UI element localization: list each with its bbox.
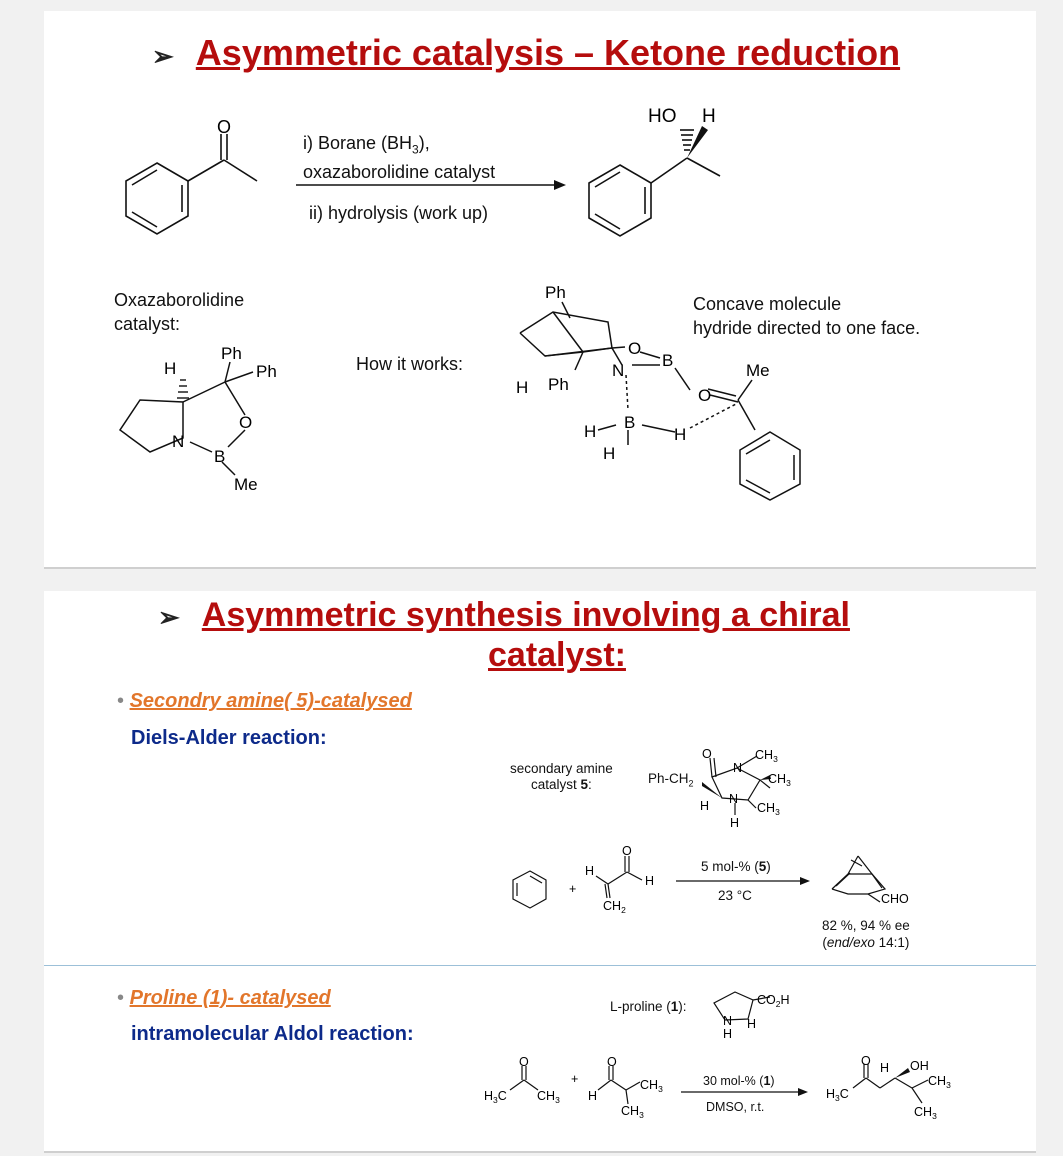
slide1-title: ➢ Asymmetric catalysis – Ketone reduction	[152, 32, 901, 73]
svg-text:CH3: $CH_3$	[757, 801, 780, 817]
bullet-arrow-icon-2: ➢	[158, 602, 180, 632]
da-catalyst-label: secondary amine catalyst 5:	[510, 761, 613, 792]
svg-text:H: H	[880, 1061, 890, 1075]
slide2-title: ➢ Asymmetric synthesis involving a chiral	[158, 596, 850, 634]
svg-text:+: +	[571, 1072, 579, 1086]
isobutyraldehyde-structure	[598, 1066, 640, 1104]
svg-text:H: H	[700, 799, 710, 813]
svg-text:CHO: CHO	[881, 892, 909, 906]
slide2-title-line2: catalyst:	[488, 636, 626, 674]
svg-text:O: O	[622, 844, 632, 858]
da-yield: 82 %, 94 % ee (end/exo 14:1)	[822, 918, 910, 950]
svg-text:H: H	[603, 444, 616, 463]
ketone-reaction-scheme	[0, 0, 1063, 567]
svg-text:O: O	[607, 1055, 617, 1069]
catalyst-heading: Oxazaborolidine catalyst:	[114, 290, 245, 334]
svg-text:H: H	[730, 816, 740, 830]
svg-text:O: O	[628, 339, 642, 358]
svg-text:N: N	[612, 361, 625, 380]
svg-text:O: O	[519, 1055, 529, 1069]
acetone-structure	[510, 1066, 538, 1090]
slide2-schemes	[0, 560, 1063, 1156]
bullet-2-sub: intramolecular Aldol reaction:	[131, 1023, 414, 1045]
da-conditions-2: 23 °C	[718, 888, 752, 903]
svg-text:H: H	[723, 1027, 733, 1041]
svg-text:B: B	[624, 413, 636, 432]
da-ph-ch2: $Ph-CH_2$	[648, 771, 694, 789]
svg-text:CH3: $CH_3$	[914, 1105, 937, 1121]
svg-text:CH2: $CH_2$	[603, 899, 626, 915]
svg-text:CH3: $CH_3$	[928, 1074, 951, 1090]
bullet-2: • Proline (1)- catalysed	[117, 987, 331, 1009]
aldol-catalyst-label: L-proline (1):	[610, 999, 687, 1014]
svg-text:H: H	[588, 1089, 598, 1103]
svg-text:O: O	[698, 386, 712, 405]
aldol-conditions-1: 30 mol-% (1)	[703, 1074, 775, 1088]
svg-text:O: O	[702, 747, 712, 761]
svg-text:H: H	[164, 359, 177, 378]
da-conditions-1: 5 mol-% (5)	[701, 859, 771, 874]
concave-note: Concave molecule hydride directed to one face.	[693, 294, 921, 338]
svg-text:CH3: $CH_3$	[768, 772, 791, 788]
svg-text:H: H	[674, 425, 687, 444]
svg-text:H: H	[516, 378, 529, 397]
svg-text:Me: Me	[234, 475, 258, 494]
hashed-bond	[680, 130, 694, 150]
svg-text:+: +	[569, 882, 577, 896]
svg-text:N: N	[729, 792, 739, 806]
product-h-label: H	[702, 106, 716, 127]
alcohol-product-structure	[589, 158, 720, 236]
svg-text:OH: OH	[910, 1059, 929, 1073]
svg-text:B: B	[214, 447, 226, 466]
svg-text:CH3: $CH_3$	[621, 1104, 644, 1120]
svg-text:Ph: Ph	[545, 283, 566, 302]
oxazaborolidine-structure	[120, 362, 253, 475]
bullet-1: • Secondry amine( 5)-catalysed	[117, 690, 412, 712]
how-it-works-label: How it works:	[356, 354, 464, 374]
bullet-arrow-icon: ➢	[152, 41, 174, 71]
svg-text:H3C: $H_3C$	[826, 1087, 849, 1103]
product-ho-label: HO	[648, 106, 677, 127]
svg-text:H: H	[645, 874, 655, 888]
svg-text:H3C: $H_3C$	[484, 1089, 507, 1105]
cyclohexadiene-structure	[513, 871, 546, 908]
svg-text:Me: Me	[746, 361, 770, 380]
svg-text:H: H	[584, 422, 597, 441]
svg-text:B: B	[662, 351, 674, 370]
acrolein-structure	[596, 856, 642, 898]
ketone-oxygen-label: O	[217, 117, 232, 137]
svg-text:Ph: Ph	[548, 375, 569, 394]
acetophenone-structure	[126, 134, 257, 234]
aldol-conditions-2: DMSO, r.t.	[706, 1100, 765, 1114]
svg-text:O: O	[861, 1054, 871, 1068]
bullet-1-sub: Diels-Alder reaction:	[131, 727, 327, 749]
svg-text:N: N	[733, 761, 743, 775]
svg-text:H: H	[585, 864, 595, 878]
svg-text:O: O	[239, 413, 253, 432]
svg-text:Ph: Ph	[256, 362, 277, 381]
svg-text:CH3: $CH_3$	[640, 1078, 663, 1094]
svg-text:CO2H: $CO_2H$	[757, 993, 790, 1009]
svg-text:Ph: Ph	[221, 344, 242, 363]
svg-text:H: H	[747, 1017, 757, 1031]
svg-text:N: N	[723, 1014, 733, 1028]
svg-text:N: N	[172, 432, 185, 451]
reagent-1: i) Borane $(BH_3)$, oxazaborolidine catalyst	[303, 133, 496, 182]
reagent-2: ii) hydrolysis (work up)	[309, 203, 489, 223]
svg-text:CH3: $CH_3$	[537, 1089, 560, 1105]
norbornene-product-structure	[832, 856, 885, 902]
svg-text:CH3: $CH_3$	[755, 748, 778, 764]
